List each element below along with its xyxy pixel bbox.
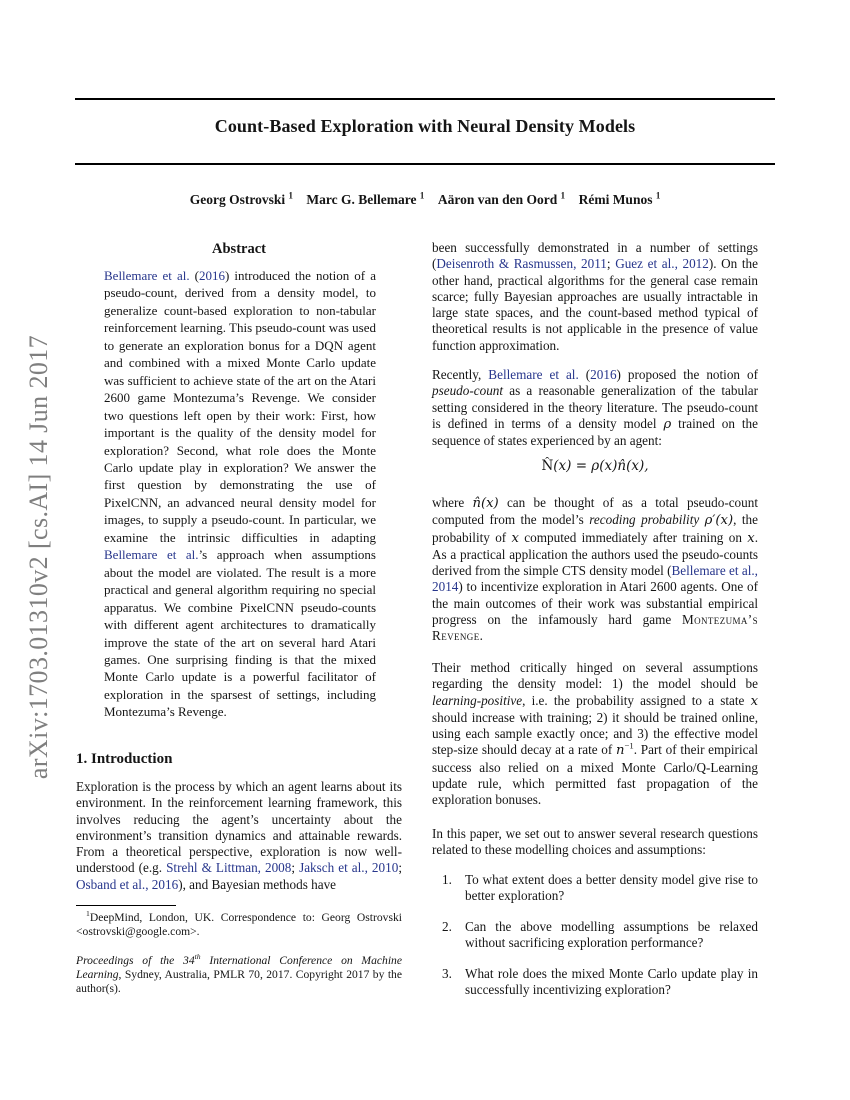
citation-link[interactable]: Jaksch et al., 2010 [299,860,399,876]
text-segment: 34 [183,954,195,967]
body-paragraph [432,660,758,809]
text-segment: ρ′(x) [704,513,734,529]
list-text [465,966,758,999]
text-segment: th [194,952,201,962]
arxiv-banner: arXiv:1703.01310v2 [cs.AI] 14 Jun 2017 [24,334,53,780]
text-segment: Can the above modelling assumptions be relaxed without sacrificing exploration performance? [465,919,758,951]
introduction-paragraph [76,779,402,893]
text-segment: should increase with training; 2) it should be trained online, using each sample exactly once; and 3) the effective model step-size should decay at a rate of [432,709,758,758]
text-segment: What role does the mixed Monte Carlo update play in successfully incentivizing exploration? [465,966,758,998]
text-segment: Their method critically hinged on several assumptions regarding the density model: 1) the model should be [432,660,758,692]
text-segment: −1 [624,741,634,752]
text-segment: International Conference on Machine Learning [76,954,402,981]
abstract-heading: Abstract [212,241,266,257]
text-segment: been successfully demonstrated in a number of settings ( [432,240,758,272]
text-segment: ; [398,860,402,876]
citation-link[interactable]: Bellemare et al., 2014 [432,563,758,595]
text-segment: , the probability of [432,512,758,545]
text-segment: Montezuma’s Revenge [432,612,758,644]
text-segment: 1 [86,909,90,919]
text-segment: . As a practical application the authors used the pseudo-counts derived from the simple CTS density model ( [432,529,758,579]
list-text [465,872,758,905]
citation-link[interactable]: Bellemare et al. [488,367,579,382]
text-segment: recoding probability [589,512,700,528]
research-question-item [432,872,758,905]
text-segment: n̂(x) [472,496,499,511]
body-paragraph [432,367,758,449]
pseudo-count-equation [432,458,758,474]
text-segment: In this paper, we set out to answer several research questions related to these modelling choices and assumptions: [432,826,758,858]
text-segment: ) proposed the notion of [616,367,758,382]
text-segment: ; [606,256,616,272]
text-segment: n [615,743,625,759]
text-segment: (x) = ρ(x)n̂(x), [553,458,649,474]
citation-link[interactable]: Strehl & Littman, 2008 [166,860,292,876]
author-line [75,192,775,208]
affiliation-footnote [76,911,402,939]
text-segment: , i.e. the probability assigned to a state [522,692,751,708]
body-paragraph [432,826,758,859]
text-segment: ) introduced the notion of a pseudo-count, derived from a density model, to generalize count-based exploration to non-tabular reinforcement learning. This pseudo-count was used to generate an exploration bonus for a DQN agent and combined with a mixed Monte Carlo update was sufficient to achieve state of the art on the Atari 2600 game Montezuma’s Revenge. We consider two questions left open by their work: First, how important is the quality of the density model for exploration? Second, what role does the Monte Carlo update play in exploration? We answer the first question by demonstrating the use of PixelCNN, an advanced neural density model for images, to supply a pseudo-count. In particular, we examine the intrinsic difficulties in adapting [104,268,376,545]
text-segment: can be thought of as a total pseudo-count computed from the model’s [432,495,759,528]
list-number: 3. [442,966,452,981]
text-segment: 1 [560,190,566,201]
text-segment: learning-positive [432,692,523,708]
research-question-item [432,966,758,999]
paper-title: Count-Based Exploration with Neural Density Models [214,116,636,136]
text-segment: ( [189,268,199,283]
header-rule-bottom [75,163,775,165]
text-segment: x [511,530,519,546]
citation-link[interactable]: Bellemare et al. [104,547,199,563]
text-segment: ). On the other hand, practical algorithms for the general case remain scarce; fully Bayesian approaches are usually intractable in large state spaces, and the count-based method typical of theoretical results is not applicable in the presence of value function approximation. [432,256,759,353]
text-segment: To what extent does a better density model give rise to better exploration? [465,872,758,904]
abstract-body [104,267,376,721]
text-segment: ) to incentivize exploration in Atari 2600 agents. One of the main outcomes of their work was substantial empirical progress on the infamously hard game [432,579,758,628]
text-segment: , Sydney, Australia, PMLR 70, 2017. Copyright 2017 by the author(s). [76,968,402,995]
text-segment: Exploration is the process by which an agent learns about its environment. In the reinforcement learning framework, this involves reducing the agent’s uncertainty about the environment’s transition dynamics and attainable rewards. From a theoretical perspective, exploration is now well-understood (e.g. [76,779,402,876]
text-segment: Rémi Munos [565,192,656,207]
text-segment: x [750,693,758,709]
header-rule-top [75,98,775,100]
text-segment: . Part of their empirical success also relied on a mixed Monte Carlo/Q-Learning update rule, which permitted fast propagation of the exploration bonuses. [432,742,758,808]
text-segment: ), and Bayesian methods have [178,876,337,892]
text-segment: 1 [288,190,293,201]
text-segment: where [432,495,473,510]
text-segment: pseudo-count [432,383,504,399]
body-paragraph [432,495,758,645]
text-segment: ( [578,367,591,382]
research-question-item [432,919,758,952]
text-segment: Marc G. Bellemare [292,192,420,207]
text-segment: trained on the sequence of states experienced by an agent: [432,415,758,449]
text-segment: Recently, [432,367,489,382]
text-segment: Proceedings of the [76,954,184,967]
citation-link[interactable]: Guez et al., 2012 [615,256,709,272]
citation-link[interactable]: Deisenroth & Rasmussen, 2011 [436,256,607,272]
text-segment: . [479,628,483,644]
text-segment: 1 [419,190,425,201]
list-number: 1. [442,872,452,887]
citation-link[interactable]: 2016 [590,367,617,382]
proceedings-notice [76,954,402,996]
text-segment: N̂ [541,458,554,474]
text-segment: Georg Ostrovski [189,192,289,207]
text-segment: DeepMind, London, UK. Correspondence to: Georg Ostrovski <ostrovski@google.com>. [76,911,402,938]
citation-link[interactable]: Bellemare et al. [104,268,190,283]
text-segment: ; [291,860,300,876]
text-segment: 1 [655,190,661,201]
text-segment: x [747,530,755,546]
list-text [465,919,758,952]
footnote-rule [76,905,176,906]
citation-link[interactable]: Osband et al., 2016 [76,876,179,892]
text-segment: ’s approach when assumptions about the model are violated. The result is a more practical and general algorithm requiring no special apparatus. We combine PixelCNN pseudo-counts with different agent architectures to dramatically improve the state of the art on several hard Atari games. One surprising finding is that the mixed Monte Carlo update is a powerful facilitator of exploration in the sparsest of settings, including Montezuma’s Revenge. [104,547,376,720]
text-segment: ρ [663,416,672,432]
text-segment: as a reasonable generalization of the tabular setting considered in the theory literature. The pseudo-count is defined in terms of a density model [432,383,758,431]
text-segment: computed immediately after training on [518,529,748,545]
text-segment: Aäron van den Oord [424,192,561,207]
list-number: 2. [442,919,452,934]
body-paragraph [432,240,758,354]
section-heading-introduction: 1. Introduction [76,751,173,767]
citation-link[interactable]: 2016 [198,268,225,283]
